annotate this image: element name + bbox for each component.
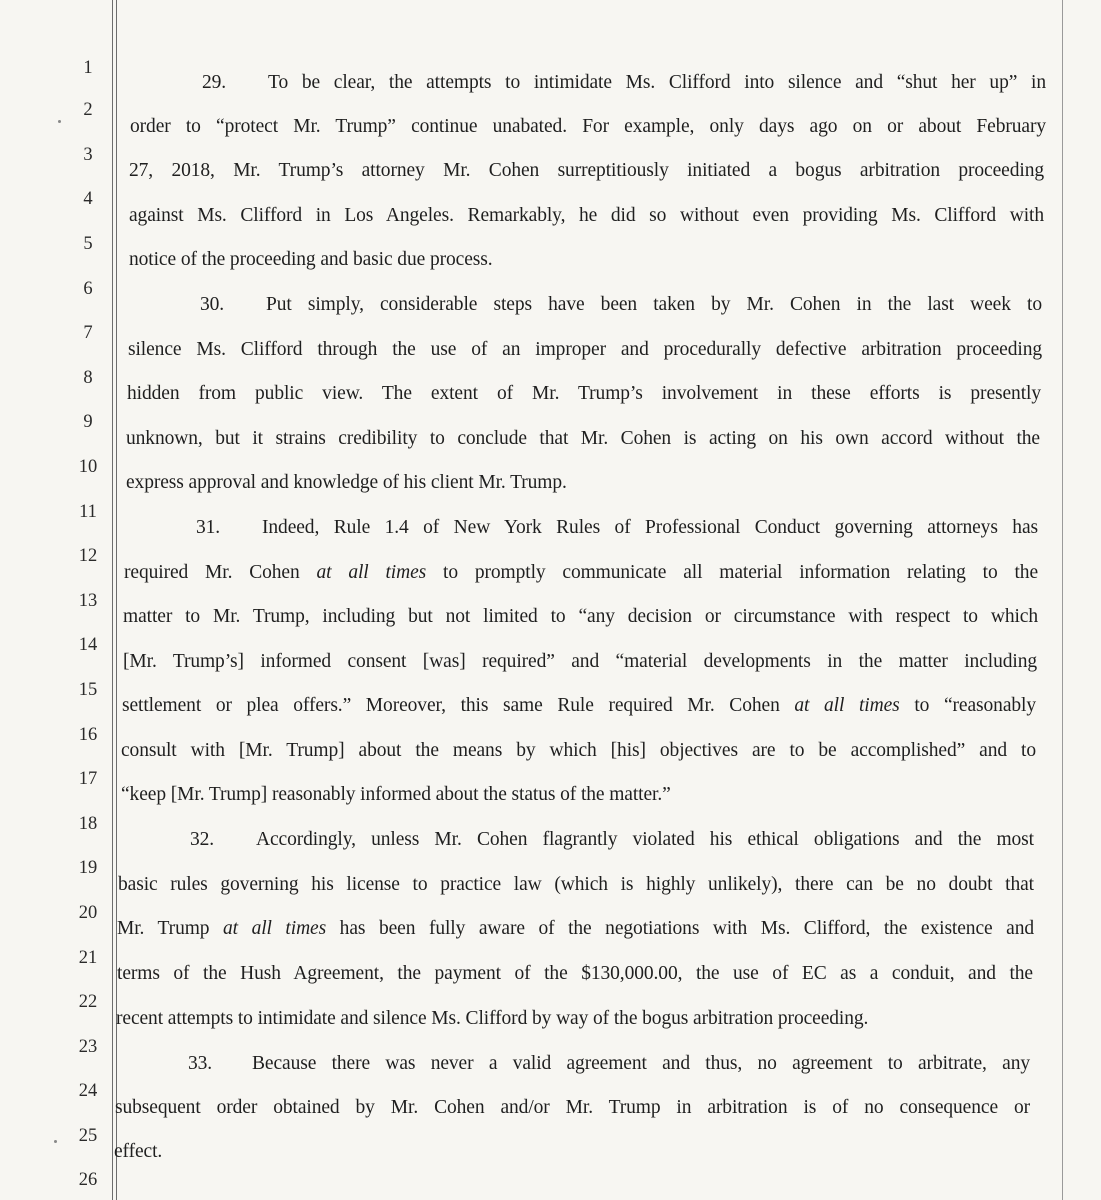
- text-line: basic rules governing his license to practice law (which is highly unlikely), there can be no doubt that: [118, 874, 1034, 895]
- text-line: silence Ms. Clifford through the use of an improper and procedurally defective arbitration proceeding: [128, 339, 1042, 360]
- text-segment: to “reasonably: [899, 695, 1036, 716]
- line-number-12: 12: [78, 546, 98, 566]
- text-line: consult with [Mr. Trump] about the means by which [his] objectives are to be accomplished” and to: [121, 740, 1036, 761]
- line-number-13: 13: [78, 591, 98, 611]
- text-line: [122, 695, 1036, 717]
- line-number-5: 5: [83, 234, 93, 254]
- paragraph-number: 29.: [202, 72, 227, 93]
- line-number-17: 17: [78, 769, 98, 789]
- text-line: terms of the Hush Agreement, the payment of the $130,000.00, the use of EC as a conduit, and the: [117, 963, 1033, 984]
- text-line: express approval and knowledge of his client Mr. Trump.: [126, 472, 567, 493]
- text-line: [Mr. Trump’s] informed consent [was] required” and “material developments in the matter including: [123, 651, 1037, 672]
- emphasis-text: at all times: [316, 562, 427, 583]
- text-line: unknown, but it strains credibility to conclude that Mr. Cohen is acting on his own accord without the: [126, 428, 1040, 449]
- line-number-20: 20: [78, 903, 98, 923]
- text-line: Accordingly, unless Mr. Cohen flagrantly violated his ethical obligations and the most: [256, 829, 1034, 850]
- line-number-15: 15: [78, 680, 98, 700]
- line-number-14: 14: [78, 635, 98, 655]
- text-line: Indeed, Rule 1.4 of New York Rules of Professional Conduct governing attorneys has: [262, 517, 1038, 538]
- line-number-4: 4: [83, 189, 93, 209]
- line-number-18: 18: [78, 814, 98, 834]
- text-line: subsequent order obtained by Mr. Cohen and/or Mr. Trump in arbitration is of no consequence or: [115, 1097, 1030, 1118]
- text-line: Because there was never a valid agreement and thus, no agreement to arbitrate, any: [252, 1053, 1030, 1074]
- text-segment: Mr. Trump: [117, 918, 224, 939]
- text-line: effect.: [114, 1141, 163, 1162]
- line-number-3: 3: [83, 145, 93, 165]
- line-number-26: 26: [78, 1170, 98, 1190]
- text-line: recent attempts to intimidate and silence Ms. Clifford by way of the bogus arbitration proceeding.: [116, 1008, 869, 1029]
- text-line: matter to Mr. Trump, including but not limited to “any decision or circumstance with respect to which: [123, 606, 1038, 627]
- line-number-8: 8: [83, 368, 93, 388]
- text-line: To be clear, the attempts to intimidate Ms. Clifford into silence and “shut her up” in: [268, 72, 1046, 93]
- text-segment: required Mr. Cohen: [124, 562, 317, 583]
- line-number-10: 10: [78, 457, 98, 477]
- line-number-19: 19: [78, 858, 98, 878]
- text-segment: to promptly communicate all material information relating to the: [426, 562, 1039, 583]
- line-number-24: 24: [78, 1081, 98, 1101]
- emphasis-text: at all times: [794, 695, 900, 716]
- text-line: [124, 562, 1038, 584]
- paragraph-number: 33.: [188, 1053, 213, 1074]
- text-line: Put simply, considerable steps have been taken by Mr. Cohen in the last week to: [266, 294, 1042, 315]
- paragraph-number: 31.: [196, 517, 221, 538]
- text-segment: has been fully aware of the negotiations with Ms. Clifford, the existence and: [326, 918, 1035, 939]
- text-line: [117, 918, 1034, 940]
- line-number-11: 11: [79, 502, 97, 522]
- line-number-9: 9: [83, 412, 93, 432]
- text-segment: settlement or plea offers.” Moreover, this same Rule required Mr. Cohen: [122, 695, 795, 716]
- line-number-25: 25: [78, 1126, 98, 1146]
- text-line: hidden from public view. The extent of Mr. Trump’s involvement in these efforts is presently: [127, 383, 1041, 404]
- text-line: notice of the proceeding and basic due process.: [129, 249, 493, 270]
- line-number-7: 7: [83, 323, 93, 343]
- line-number-16: 16: [78, 725, 98, 745]
- line-number-21: 21: [78, 948, 98, 968]
- text-line: order to “protect Mr. Trump” continue unabated. For example, only days ago on or about February: [130, 116, 1046, 137]
- line-number-22: 22: [78, 992, 98, 1012]
- paragraph-number: 30.: [200, 294, 225, 315]
- line-number-6: 6: [83, 279, 93, 299]
- text-line: 27, 2018, Mr. Trump’s attorney Mr. Cohen surreptitiously initiated a bogus arbitration proceeding: [129, 160, 1044, 181]
- emphasis-text: at all times: [223, 918, 327, 939]
- line-number-1: 1: [83, 58, 93, 78]
- text-line: against Ms. Clifford in Los Angeles. Remarkably, he did so without even providing Ms. Clifford with: [129, 205, 1044, 226]
- paragraph-number: 32.: [190, 829, 215, 850]
- text-line: “keep [Mr. Trump] reasonably informed about the status of the matter.”: [121, 784, 671, 805]
- line-number-2: 2: [83, 100, 93, 120]
- line-number-23: 23: [78, 1037, 98, 1057]
